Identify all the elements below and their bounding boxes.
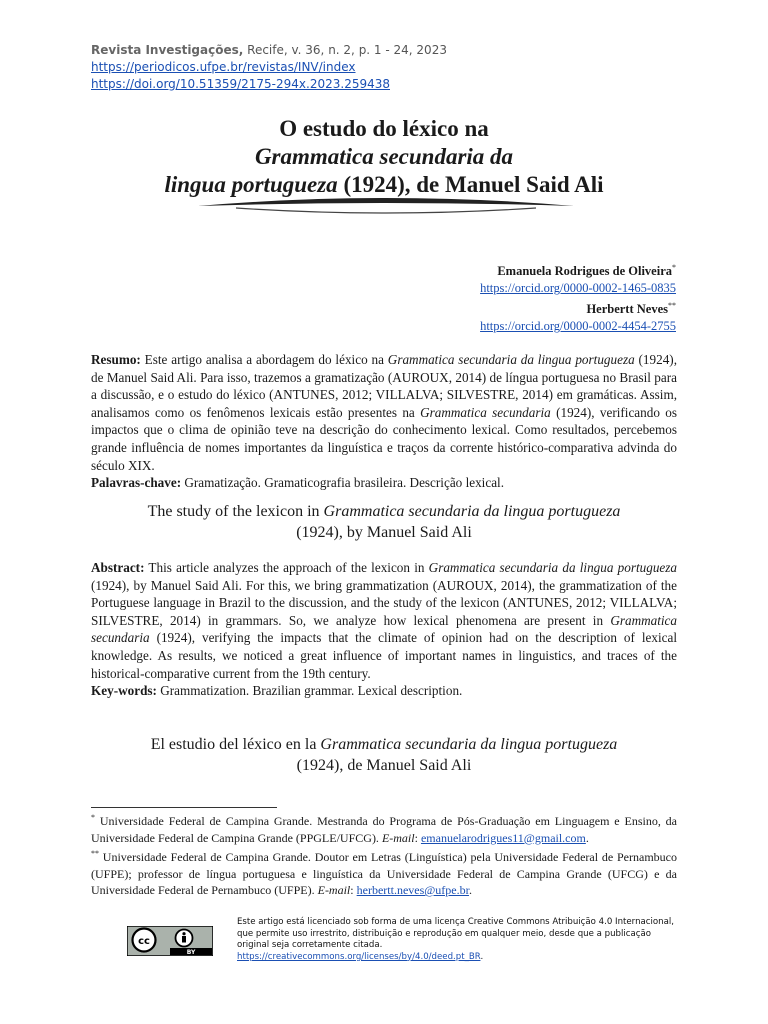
creative-commons-by-icon[interactable]: [127, 926, 213, 956]
spanish-title-line-2: (1924), de Manuel Said Ali: [296, 757, 472, 774]
english-title-text: The study of the lexicon in: [147, 503, 324, 520]
footnote-1-email-label: E-mail: [381, 830, 415, 845]
resumo-text-3: (1924), verificando os impactos que o clima de opinião teve na descrição do conhecimento lexical. Como resultados, percebemos grande influência de nomes importantes da linguística e traços da corrente histórico-comparativa advinda do século XIX.: [91, 404, 678, 473]
license-notice: [237, 917, 677, 963]
english-title-line-2: (1924), by Manuel Said Ali: [296, 524, 472, 541]
key-words-text: Grammatization. Brazilian grammar. Lexical description.: [156, 683, 463, 699]
footnote-divider: [91, 807, 277, 808]
footnote-1-email-link[interactable]: emanuelarodrigues11@gmail.com: [420, 830, 586, 845]
abstract-text-1: This article analyzes the approach of the lexicon in: [144, 560, 429, 575]
journal-citation: Recife, v. 36, n. 2, p. 1 - 24, 2023: [243, 43, 447, 57]
abstract-text-2: (1924), by Manuel Said Ali. For this, we bring grammatization (AUROUX, 2014), the grammatization of the Portuguese language in Brazil to the discussion, and the study of the lexicon (ANTUNES, 2012; VILLALVA; SILVESTRE, 2014) in grammars. So, we analyze how lexical phenomena are present in: [91, 577, 677, 628]
spanish-title: [60, 734, 708, 776]
author-block: [480, 259, 676, 335]
english-title-italic: Grammatica secundaria da lingua portugueza: [323, 503, 621, 520]
title-line-1: O estudo do léxico na: [279, 116, 489, 141]
journal-header: [91, 42, 447, 93]
footnote-2: [91, 846, 677, 899]
footnote-2-email-label: E-mail: [317, 883, 351, 897]
license-url-link[interactable]: https://creativecommons.org/licenses/by/4.0/deed.pt_BR: [237, 951, 481, 962]
key-words-label: Key-words:: [91, 683, 157, 699]
footnote-2-end: .: [468, 883, 472, 897]
footnote-1-text: Universidade Federal de Campina Grande. Mestranda do Programa de Pós-Graduação em Linguagem e Ensino, da Universidade Federal de Campina Grande (PPGLE/UFCG).: [91, 814, 677, 845]
spanish-title-italic: Grammatica secundaria da lingua portugueza: [320, 736, 618, 753]
resumo-paragraph: [91, 351, 677, 474]
palavras-chave: [91, 474, 677, 492]
license-end: .: [480, 951, 484, 962]
author-2-footnote-mark: **: [668, 301, 676, 311]
abstract-paragraph: [91, 559, 677, 682]
resumo-label: Resumo:: [91, 352, 141, 367]
resumo-italic-2: Grammatica secundaria: [420, 404, 551, 420]
resumo-text-2: (1924), de Manuel Said Ali. Para isso, trazemos a gramatização (AUROUX, 2014) de língua portuguesa no Brasil para a discussão, e o estudo do léxico (ANTUNES, 2012; VILLALVA; SILVESTRE, 2014) em gramáticas. Assim, analisamos como os fenômenos lexicais estão presentes na: [91, 352, 677, 420]
cc-badge-label: BY: [186, 949, 196, 956]
abstract-italic-2: Grammatica secundaria: [91, 612, 677, 646]
license-text: Este artigo está licenciado sob forma de uma licença Creative Commons Atribuição 4.0 Internacional, que permite uso irrestrito, distribuição e reprodução em qualquer meio, desde que a publicação original seja corretamente citada.: [237, 917, 674, 950]
abstract-text-3: (1924), verifying the impacts that the climate of opinion had on the description of lexical knowledge. As results, we noticed a great influence of important names in linguistics, and traces of the historical-comparative current from the 19th century.: [91, 630, 677, 681]
palavras-chave-label: Palavras-chave:: [91, 475, 182, 491]
footnote-2-mark: **: [91, 849, 99, 858]
footnote-1-mark: *: [91, 813, 95, 822]
doi-link[interactable]: https://doi.org/10.51359/2175-294x.2023.259438: [91, 77, 390, 91]
spanish-title-text: El estudio del léxico en la: [150, 736, 321, 753]
title-line-3-italic: lingua portugueza: [164, 172, 338, 197]
svg-text:cc: cc: [138, 936, 150, 947]
author-1-footnote-mark: *: [672, 263, 676, 272]
title-ornament-icon: [196, 196, 576, 218]
title-line-3-rest: (1924), de Manuel Said Ali: [337, 172, 604, 197]
resumo-italic-1: Grammatica secundaria da lingua portugueza: [387, 352, 635, 367]
journal-url-link[interactable]: https://periodicos.ufpe.br/revistas/INV/index: [91, 60, 356, 74]
footnote-2-colon: :: [350, 883, 357, 897]
footnote-1-colon: :: [414, 830, 421, 845]
author-1-name: Emanuela Rodrigues de Oliveira: [497, 264, 672, 279]
footnote-2-text: Universidade Federal de Campina Grande. Doutor em Letras (Linguística) pela Universidade Federal de Pernambuco (UFPE); professor de língua portuguesa e linguística da Universidade Federal de Campina Grande (UFCG) e da Universidade Federal de Pernambuco (UFPE).: [91, 850, 677, 897]
abstract-section: [91, 559, 677, 700]
title-line-2: Grammatica secundaria da: [254, 144, 514, 169]
key-words: [91, 682, 677, 700]
author-2-orcid-link[interactable]: https://orcid.org/0000-0002-4454-2755: [480, 319, 676, 334]
footnote-1-end: .: [585, 830, 589, 845]
palavras-chave-text: Gramatização. Gramaticografia brasileira. Descrição lexical.: [181, 475, 505, 491]
resumo-section: [91, 351, 677, 492]
abstract-label: Abstract:: [91, 560, 145, 575]
footnote-2-email-link[interactable]: herbertt.neves@ufpe.br: [356, 883, 469, 897]
footnotes: [91, 810, 677, 899]
resumo-text-1: Este artigo analisa a abordagem do léxico na: [140, 352, 388, 367]
article-title: [60, 115, 708, 199]
english-title: [60, 501, 708, 543]
footnote-1: [91, 810, 677, 846]
abstract-italic-1: Grammatica secundaria da lingua portugueza: [428, 560, 677, 575]
journal-name: Revista Investigações,: [91, 43, 244, 57]
author-2-name: Herbertt Neves: [586, 302, 668, 317]
author-1-orcid-link[interactable]: https://orcid.org/0000-0002-1465-0835: [480, 281, 676, 296]
